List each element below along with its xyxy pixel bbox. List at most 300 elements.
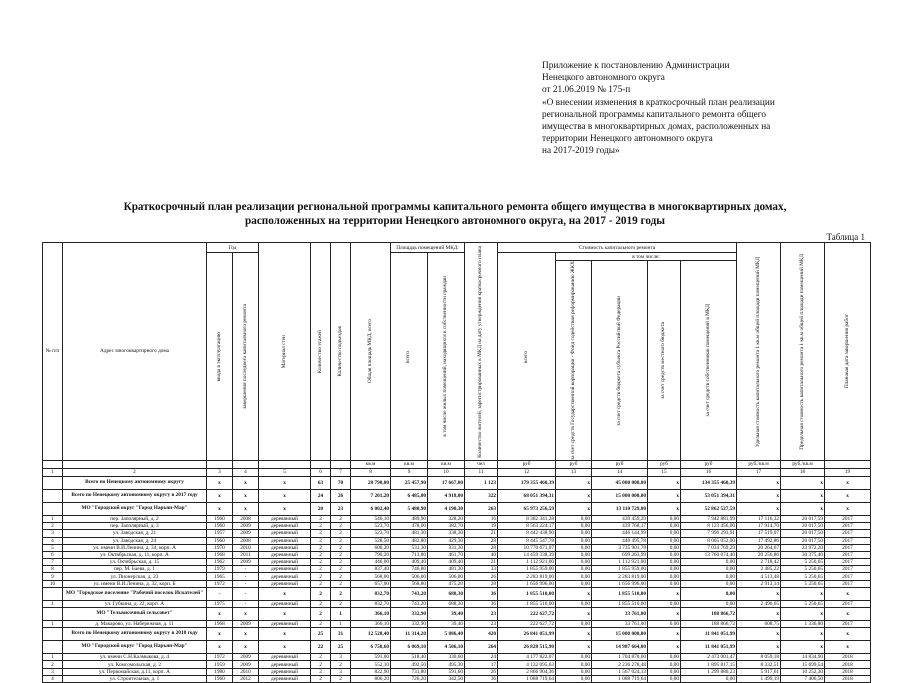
table-cell: 0,00: [648, 551, 681, 558]
table-cell: 800,20: [351, 675, 391, 682]
table-cell: 2 283 819,00: [592, 573, 648, 580]
table-cell: 6: [43, 551, 63, 558]
table-cell: деревянный: [259, 675, 311, 682]
table-cell: 1 855 510,00: [592, 600, 648, 607]
table-cell: 688,30: [428, 587, 465, 600]
table-cell: 2: [331, 537, 351, 544]
table-cell: 0,00: [681, 587, 737, 600]
table-cell: 23: [465, 621, 498, 628]
table-cell: 591,00: [351, 654, 391, 661]
table-cell: 1 895 817,15: [681, 661, 737, 668]
table-cell: -: [233, 587, 259, 600]
table-row: [43, 559, 871, 566]
table-cell: x: [556, 628, 592, 641]
table-cell: 52 862 527,59: [681, 502, 737, 515]
table-cell: 1980: [207, 668, 233, 675]
table-cell: 2018: [825, 654, 871, 661]
table-cell: ул. Губкина, д. 22, корп. А: [63, 600, 207, 607]
table-cell: 1975: [207, 600, 233, 607]
unit-cell: руб: [556, 460, 592, 468]
table-cell: [43, 476, 63, 489]
table-cell: 439 768,17: [592, 523, 648, 530]
table-cell: 33 761,00: [592, 621, 648, 628]
table-cell: 2: [331, 573, 351, 580]
table-cell: 328,20: [428, 515, 465, 522]
table-cell: 1 336,80: [781, 621, 825, 628]
table-cell: x: [648, 641, 681, 654]
table-cell: x: [556, 502, 592, 515]
table-cell: 5 250,65: [781, 559, 825, 566]
table-cell: x: [781, 502, 825, 515]
table-cell: 409,40: [428, 559, 465, 566]
table-cell: [43, 502, 63, 515]
table-cell: Всего по Ненецкому автономному округу в 2017 году: [63, 489, 207, 502]
table-cell: x: [648, 502, 681, 515]
table-cell: x: [207, 502, 233, 515]
table-cell: 4: [43, 675, 63, 682]
table-cell: 8 442 438,90: [498, 530, 556, 537]
table-cell: 17 667,00: [428, 476, 465, 489]
table-cell: 2 283 819,00: [498, 573, 556, 580]
table-cell: 2 496,65: [737, 600, 781, 607]
table-cell: 2017: [825, 559, 871, 566]
table-cell: 11 314,20: [391, 628, 428, 641]
document-title: [60, 200, 850, 228]
table-cell: 20 256,86: [737, 551, 781, 558]
header-cost-local: [648, 261, 681, 461]
table-cell: x: [781, 608, 825, 621]
table-cell: 16: [465, 515, 498, 522]
table-cell: 10: [43, 580, 63, 587]
header-unit-cost: [737, 243, 781, 461]
table-cell: 0,00: [648, 530, 681, 537]
table-cell: 2: [311, 530, 331, 537]
unit-cell: руб: [498, 460, 556, 468]
table-cell: 0,00: [556, 661, 592, 668]
table-cell: 2017: [825, 621, 871, 628]
table-cell: 0,00: [648, 621, 681, 628]
unit-cell: кв.м: [428, 460, 465, 468]
header-premises-area: [391, 243, 465, 253]
table-cell: 1 855 959,00: [592, 566, 648, 573]
table-cell: деревянный: [259, 580, 311, 587]
table-cell: 7 996 293,91: [681, 530, 737, 537]
table-cell: [43, 641, 63, 654]
column-number-cell: 8: [351, 468, 391, 476]
table-cell: 20 017,59: [781, 515, 825, 522]
units-row: [43, 460, 871, 468]
table-cell: 23: [331, 502, 351, 515]
table-cell: 2: [311, 654, 331, 661]
table-cell: x: [556, 489, 592, 502]
table-cell: 2 473 001,47: [681, 654, 737, 661]
table-cell: 21: [465, 559, 498, 566]
table-cell: 2: [331, 587, 351, 600]
table-cell: 1 299 880,23: [681, 668, 737, 675]
appendix-block: [542, 60, 842, 158]
unit-cell: [825, 460, 871, 468]
table-cell: 322: [465, 489, 498, 502]
table-cell: 429,30: [428, 537, 465, 544]
table-cell: 4 132 095,63: [498, 661, 556, 668]
header-year-last-repair-label: завершения последнего капитального ремонта: [241, 304, 248, 409]
table-cell: 39,40: [428, 608, 465, 621]
table-cell: 2: [331, 530, 351, 537]
column-number-cell: 3: [207, 468, 233, 476]
table-cell: 2010: [233, 668, 259, 675]
table-cell: 439 459,29: [592, 515, 648, 522]
table-body: [43, 476, 871, 682]
unit-cell: руб./кв.м: [737, 460, 781, 468]
table-cell: 2008: [233, 515, 259, 522]
header-entrances: [331, 243, 351, 461]
table-cell: 1: [43, 515, 63, 522]
table-cell: 36: [465, 600, 498, 607]
header-unit-cost-label: Удельная стоимость капитального ремонта 1 кв.м общей площади помещений МКД: [754, 256, 761, 447]
appendix-line: на 2017-2019 годы»: [542, 146, 620, 157]
table-cell: 1972: [207, 654, 233, 661]
table-cell: 24: [311, 489, 331, 502]
header-plan-date: [825, 243, 871, 461]
header-cost-including: [556, 253, 737, 261]
table-cell: 63: [311, 476, 331, 489]
table-cell: 1 088 719,64: [592, 675, 648, 682]
table-cell: 7 406,50: [781, 675, 825, 682]
table-cell: 2009: [233, 530, 259, 537]
table-cell: 2017: [825, 530, 871, 537]
table-cell: 2: [331, 600, 351, 607]
table-cell: 1960: [207, 675, 233, 682]
header-cost: [498, 243, 737, 253]
table-cell: деревянный: [259, 573, 311, 580]
header-cost-including-label: в том числе:: [632, 253, 660, 260]
table-cell: 4 177 822,07: [498, 654, 556, 661]
table-cell: 822,90: [351, 668, 391, 675]
table-cell: 26 828 515,90: [498, 641, 556, 654]
table-cell: 568,80: [391, 580, 428, 587]
table-cell: 2 485,22: [737, 566, 781, 573]
table-row: [43, 580, 871, 587]
table-cell: 1960: [207, 523, 233, 530]
table-cell: 2: [331, 675, 351, 682]
table-cell: 8: [43, 566, 63, 573]
table-cell: 1959: [207, 661, 233, 668]
table-cell: 608,75: [737, 621, 781, 628]
table-cell: 1970: [207, 544, 233, 551]
table-cell: ул. Октябрьская, д. 15: [63, 559, 207, 566]
table-cell: 2012: [233, 675, 259, 682]
table-cell: 4 918,00: [428, 489, 465, 502]
table-cell: 1: [331, 621, 351, 628]
table-cell: деревянный: [259, 515, 311, 522]
table-cell: 1957: [207, 530, 233, 537]
table-cell: 2: [331, 661, 351, 668]
table-cell: x: [825, 489, 871, 502]
table-cell: 17 116,32: [737, 515, 781, 522]
table-cell: 657,00: [351, 580, 391, 587]
table-cell: 4 506,10: [428, 641, 465, 654]
table-cell: 2: [331, 580, 351, 587]
table-cell: 68 051 394,31: [498, 489, 556, 502]
table-cell: деревянный: [259, 668, 311, 675]
table-cell: 5 480,90: [391, 502, 428, 515]
table-cell: 0,00: [681, 600, 737, 607]
table-cell: 0,00: [556, 580, 592, 587]
table-cell: 3: [43, 530, 63, 537]
table-cell: 1 499,19: [737, 675, 781, 682]
table-cell: 188 866,72: [681, 608, 737, 621]
table-cell: 26: [465, 573, 498, 580]
table-cell: 832,70: [351, 587, 391, 600]
table-cell: 523,70: [351, 530, 391, 537]
table-cell: 2009: [233, 523, 259, 530]
table-cell: 332,90: [391, 608, 428, 621]
table-cell: 1 567 024,13: [592, 668, 648, 675]
table-cell: 65 973 256,59: [498, 502, 556, 515]
column-number-cell: 18: [781, 468, 825, 476]
table-row: [43, 551, 871, 558]
table-cell: 1 112 921,00: [592, 559, 648, 566]
header-cost-owners-label: за счет средств собственников помещений в МКД: [704, 304, 711, 417]
table-cell: 481,30: [428, 566, 465, 573]
table-cell: 552,10: [351, 661, 391, 668]
table-cell: 6 002,40: [351, 502, 391, 515]
table-cell: 1968: [207, 551, 233, 558]
column-number-cell: 13: [556, 468, 592, 476]
unit-cell: [63, 460, 207, 468]
table-cell: Всего по Ненецкому автономному округу: [63, 476, 207, 489]
table-cell: 2009: [233, 654, 259, 661]
table-cell: 3: [331, 654, 351, 661]
table-cell: x: [825, 641, 871, 654]
table-cell: 7 034 769,29: [681, 544, 737, 551]
appendix-line: «О внесении изменения в краткосрочный план реализации: [542, 97, 775, 108]
header-premises-residential: [428, 253, 465, 461]
table-cell: 8 059,18: [737, 654, 781, 661]
table-cell: 0,00: [648, 668, 681, 675]
table-label: Таблица 1: [826, 232, 865, 242]
table-cell: 1 704 870,60: [592, 654, 648, 661]
table-cell: 531,30: [391, 544, 428, 551]
table-cell: МО "Городской округ "Город Нарьян-Мар": [63, 502, 207, 515]
table-cell: 0,00: [556, 621, 592, 628]
table-cell: Всего по Ненецкому автономному округу в 2018 году: [63, 628, 207, 641]
table-cell: 0,00: [556, 559, 592, 566]
document-title-line-1: Краткосрочный план реализации региональной программы капитального ремонта общего имущества в многоквартирных домах,: [123, 201, 787, 213]
table-cell: 2: [311, 523, 331, 530]
header-num-label: № п/п: [45, 348, 60, 355]
table-cell: 1965: [207, 573, 233, 580]
table-cell: деревянный: [259, 537, 311, 544]
table-cell: x: [825, 608, 871, 621]
table-cell: 14 459 338,39: [498, 551, 556, 558]
table-cell: 409,40: [391, 559, 428, 566]
table-cell: 1 855 959,00: [498, 566, 556, 573]
table-cell: [43, 608, 63, 621]
table-cell: 0,00: [648, 675, 681, 682]
header-premises-total-label: всего: [405, 350, 412, 363]
table-cell: 26: [465, 668, 498, 675]
table-cell: 5 886,40: [428, 628, 465, 641]
column-number-cell: 19: [825, 468, 871, 476]
header-cost-regional: [592, 261, 648, 461]
table-cell: 30 375,40: [781, 551, 825, 558]
table-cell: ул. Заводская, д. 21: [63, 530, 207, 537]
table-cell: x: [648, 628, 681, 641]
table-cell: 2010: [233, 544, 259, 551]
table-cell: 2017: [825, 551, 871, 558]
table-cell: x: [233, 502, 259, 515]
table-cell: 2: [311, 537, 331, 544]
header-max-cost-label: Предельная стоимость капитального ремонта 1 кв.м общей площади помещений МКД: [798, 253, 805, 450]
summary-row: [43, 608, 871, 621]
table-cell: x: [781, 476, 825, 489]
table-cell: 0,00: [556, 530, 592, 537]
table-row: [43, 537, 871, 544]
appendix-line: Ненецкого автономного округа: [542, 73, 665, 84]
table-cell: x: [781, 587, 825, 600]
table-cell: пер. М. Баева, д. 1: [63, 566, 207, 573]
table-cell: 2: [311, 675, 331, 682]
table-cell: 420: [465, 628, 498, 641]
table-cell: 0,00: [681, 675, 737, 682]
table-cell: 523,70: [351, 523, 391, 530]
table-cell: 7 201,20: [351, 489, 391, 502]
table-cell: 28: [465, 580, 498, 587]
table-cell: 5 250,65: [781, 566, 825, 573]
table-cell: 2009: [233, 661, 259, 668]
table-cell: 518,40: [391, 654, 428, 661]
table-cell: x: [207, 489, 233, 502]
column-numbers-row: [43, 468, 871, 476]
table-cell: 2017: [825, 544, 871, 551]
table-cell: 17 519,07: [737, 530, 781, 537]
table-cell: 36: [465, 587, 498, 600]
table-cell: 0,00: [648, 559, 681, 566]
header-cost-total-label: всего: [522, 350, 529, 363]
table-cell: 40: [465, 551, 498, 558]
table-cell: 1979: [207, 566, 233, 573]
table-cell: 1 123: [465, 476, 498, 489]
unit-cell: [259, 460, 311, 468]
table-cell: 2011: [233, 551, 259, 558]
header-entrances-label: Количество подъездов: [336, 326, 343, 377]
table-row: [43, 675, 871, 682]
table-cell: 2 866 904,36: [498, 668, 556, 675]
table-cell: 495,30: [428, 661, 465, 668]
table-cell: 2: [311, 580, 331, 587]
table-cell: 23: [465, 608, 498, 621]
table-cell: x: [781, 489, 825, 502]
table-cell: x: [781, 628, 825, 641]
table-cell: 8 563 224,17: [498, 523, 556, 530]
table-cell: x: [233, 641, 259, 654]
table-cell: 26 841 051,99: [498, 628, 556, 641]
table-cell: x: [233, 489, 259, 502]
column-number-cell: 11: [465, 468, 498, 476]
table-cell: x: [233, 476, 259, 489]
summary-row: [43, 489, 871, 502]
header-wall-material: [259, 243, 311, 461]
table-cell: 446 144,99: [592, 530, 648, 537]
table-cell: 1972: [207, 580, 233, 587]
table-cell: 8 332,51: [737, 661, 781, 668]
table-cell: [43, 587, 63, 600]
table-cell: 382,70: [428, 523, 465, 530]
table-cell: x: [648, 489, 681, 502]
table-cell: 2: [311, 587, 331, 600]
header-residents: [465, 243, 498, 461]
table-cell: 2017: [825, 515, 871, 522]
table-cell: ул. Октябрьская, д. 11, корп. А: [63, 551, 207, 558]
table-cell: x: [259, 641, 311, 654]
table-cell: 20 017,50: [781, 530, 825, 537]
table-cell: 489,90: [391, 515, 428, 522]
table-cell: 5 250,65: [781, 580, 825, 587]
table-cell: x: [207, 476, 233, 489]
table-cell: x: [556, 608, 592, 621]
unit-cell: [311, 460, 331, 468]
table-cell: 481,30: [391, 530, 428, 537]
table-cell: 2: [311, 608, 331, 621]
table-cell: 2: [311, 544, 331, 551]
table-cell: ул. Комсомольская, д. 2: [63, 661, 207, 668]
table-cell: 837,40: [351, 566, 391, 573]
table-cell: x: [648, 476, 681, 489]
table-cell: 1: [43, 654, 63, 661]
column-number-cell: 14: [592, 468, 648, 476]
summary-row: [43, 476, 871, 489]
table-cell: 5 250,65: [781, 573, 825, 580]
table-cell: 1 855 510,00: [498, 587, 556, 600]
unit-cell: руб./кв.м: [781, 460, 825, 468]
table-cell: 6 485,00: [391, 489, 428, 502]
table-cell: 1: [331, 608, 351, 621]
summary-row: [43, 641, 871, 654]
table-cell: 15 000 000,00: [592, 489, 648, 502]
table-cell: x: [259, 476, 311, 489]
table-cell: 15 000 000,00: [592, 628, 648, 641]
table-cell: МО "Городской округ "Город Нарьян-Мар": [63, 641, 207, 654]
header-year-commission: [207, 253, 233, 461]
table-cell: 2017: [825, 523, 871, 530]
table-cell: x: [233, 608, 259, 621]
table-cell: 36: [465, 675, 498, 682]
header-total-area-label: Общая площадь МКД, всего: [366, 319, 373, 384]
summary-row: [43, 502, 871, 515]
unit-cell: [331, 460, 351, 468]
table-cell: деревянный: [259, 559, 311, 566]
table-cell: 2: [311, 668, 331, 675]
header-year-label: Год: [228, 244, 237, 251]
column-number-cell: 9: [391, 468, 428, 476]
table-cell: 2: [331, 566, 351, 573]
table-cell: деревянный: [259, 654, 311, 661]
header-cost-fund-label: за счет средств Государственной корпорации - Фонд содействия реформированию ЖКХ: [569, 261, 576, 460]
unit-cell: кв.м: [351, 460, 391, 468]
table-cell: 0,00: [648, 537, 681, 544]
table-cell: ул. Пионерская, д. 23: [63, 573, 207, 580]
table-cell: 5 917,61: [737, 668, 781, 675]
table-cell: 1 855 510,00: [592, 587, 648, 600]
table-cell: 6 069,10: [391, 641, 428, 654]
table-cell: 11 841 051,99: [681, 628, 737, 641]
column-number-cell: 15: [648, 468, 681, 476]
table-cell: 8 123 456,00: [681, 523, 737, 530]
table-cell: 0,00: [648, 515, 681, 522]
table-cell: 13 760 074,40: [681, 551, 737, 558]
table-cell: МО "Тельвисочный сельсовет": [63, 608, 207, 621]
